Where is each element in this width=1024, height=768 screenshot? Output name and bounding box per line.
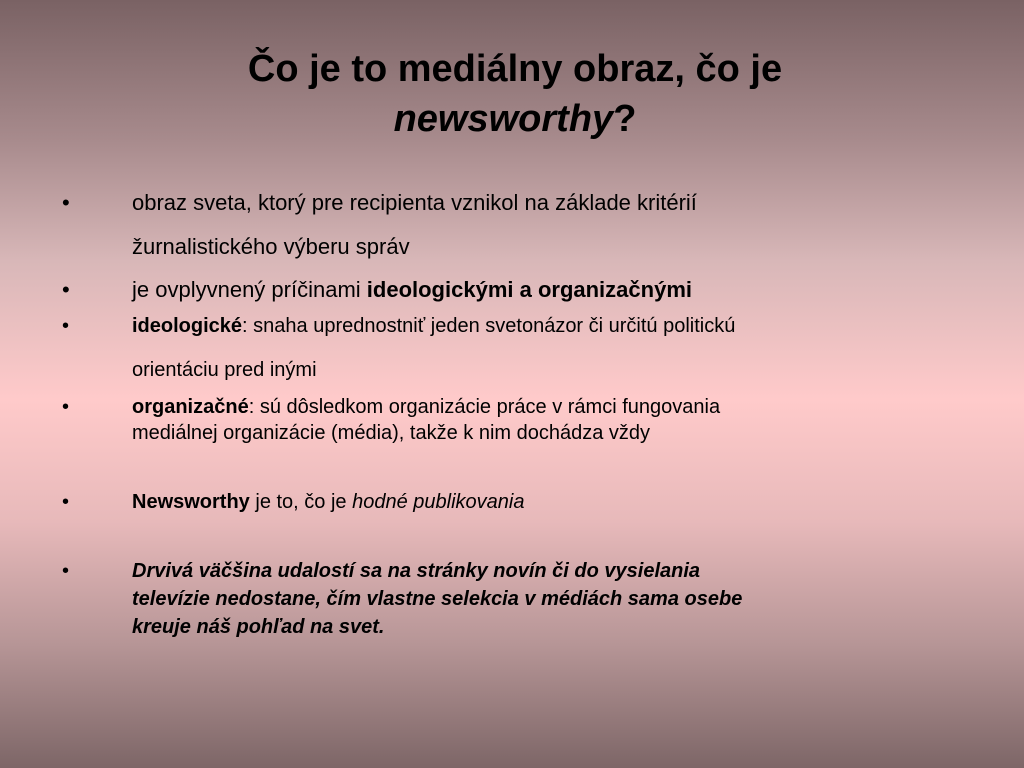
- item-text: [132, 312, 932, 340]
- item-text: [132, 394, 932, 420]
- bullet-marker: •: [62, 190, 70, 215]
- item-text: [132, 275, 932, 305]
- item-text-rest: : sú dôsledkom organizácie práce v rámci fungovania: [248, 396, 721, 418]
- title-line-1: Čo je to mediálny obraz, čo je: [247, 48, 783, 90]
- item-text: [132, 489, 932, 515]
- item-text-bold: ideologické: [132, 315, 243, 337]
- item-text-bold: Newsworthy: [132, 491, 250, 513]
- item-text: mediálnej organizácie (média), takže k nim dochádza vždy: [132, 422, 651, 444]
- item-text-italic: hodné publikovania: [352, 491, 525, 513]
- item-text: orientáciu pred inými: [132, 359, 317, 381]
- title-italic-term: newsworthy: [393, 98, 614, 140]
- item-text: žurnalistického výberu správ: [132, 234, 410, 259]
- item-text-rest: je to, čo je: [249, 491, 353, 513]
- bullet-marker: •: [62, 277, 70, 302]
- title-suffix: ?: [613, 98, 637, 140]
- item-text: obraz sveta, ktorý pre recipienta vznikol na základe kritérií: [132, 190, 697, 215]
- item-text-rest: : snaha uprednostniť jeden svetonázor či určitú politickú: [242, 315, 736, 337]
- item-text: Drvivá väčšina udalostí sa na stránky novín či do vysielania: [132, 560, 701, 582]
- bullet-marker: •: [62, 491, 70, 513]
- item-text-prefix: je ovplyvnený príčinami: [132, 277, 367, 302]
- item-text: kreuje náš pohľad na svet.: [132, 616, 385, 638]
- bullet-marker: •: [62, 396, 70, 418]
- item-text-bold: organizačné: [132, 396, 249, 418]
- bullet-marker: •: [62, 560, 70, 582]
- bullet-marker: •: [62, 315, 70, 337]
- item-text: televízie nedostane, čím vlastne selekcia v médiách sama osebe: [132, 588, 743, 610]
- item-text-bold: ideologickými a organizačnými: [366, 277, 692, 302]
